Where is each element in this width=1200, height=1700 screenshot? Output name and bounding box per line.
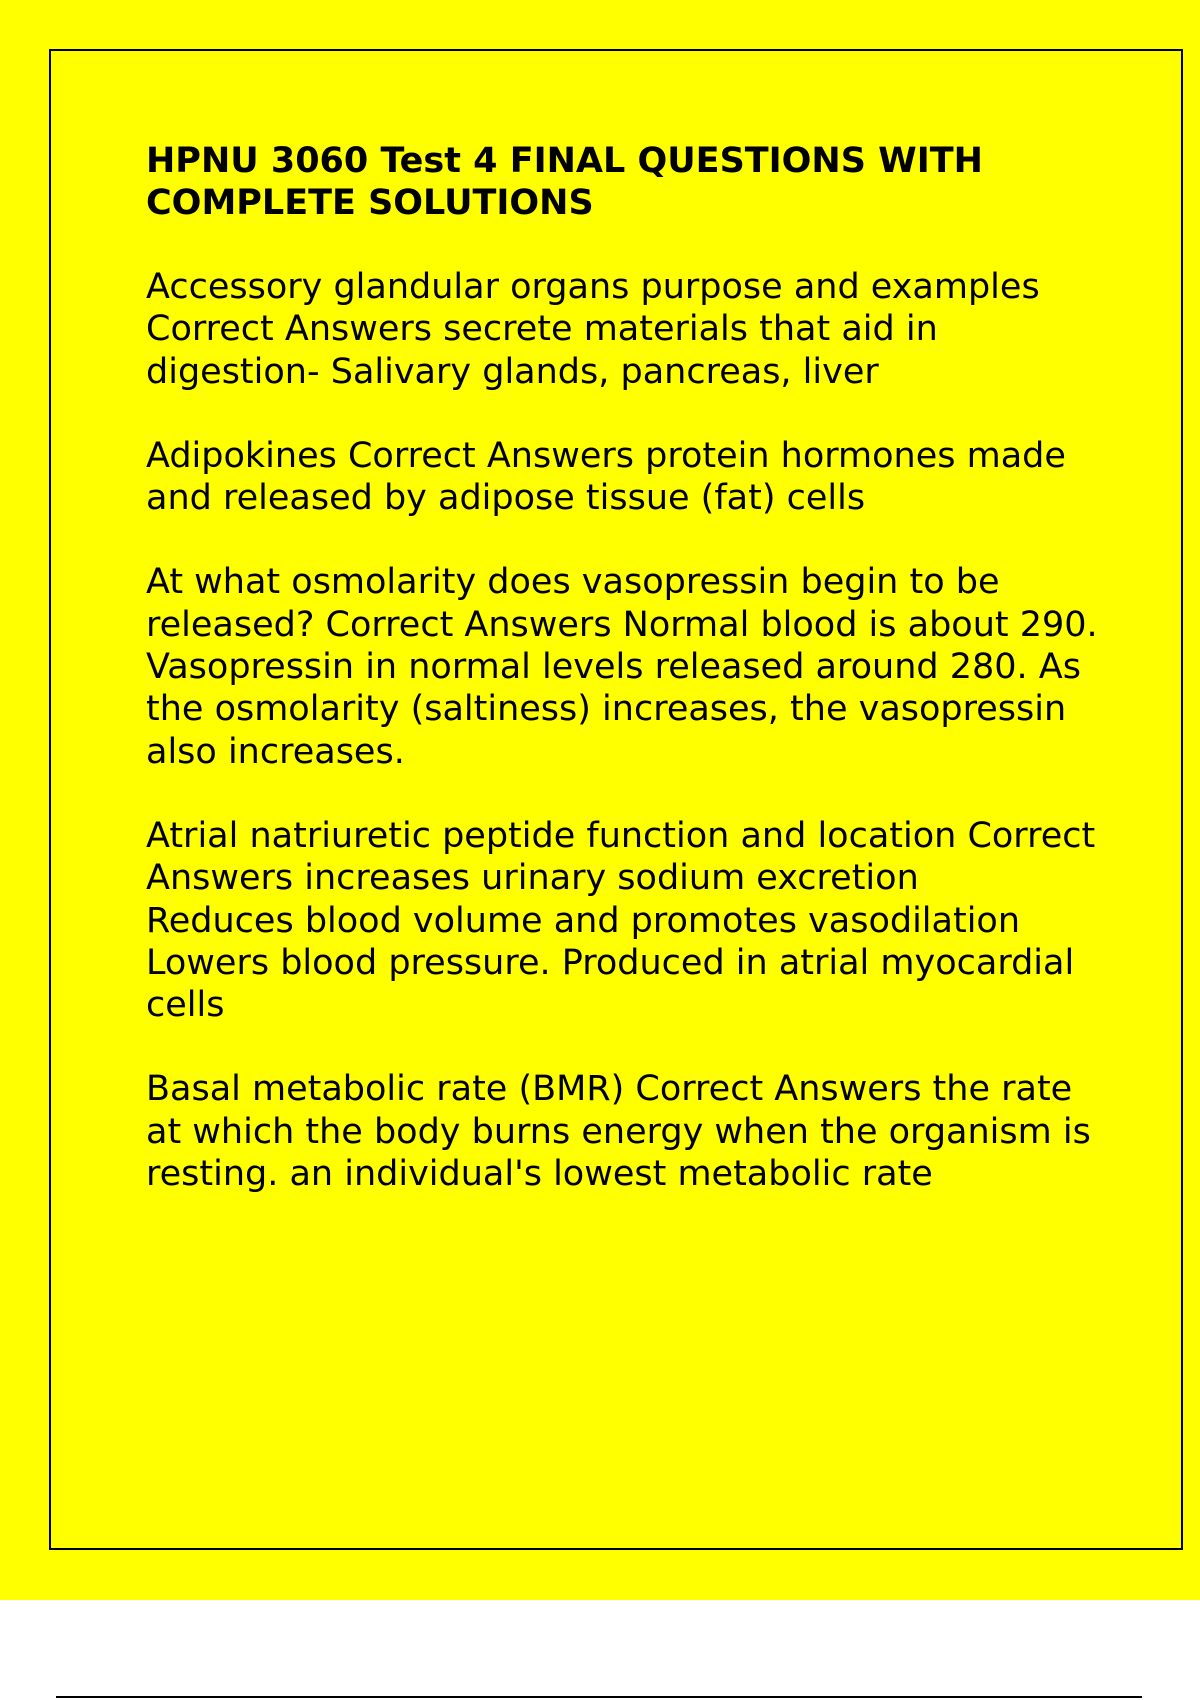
qa-entry-atrial-natriuretic-peptide: Atrial natriuretic peptide function and location Correct Answers increases urinary sodium excretion Reduces blood volume and promotes vasodilation Lowers blood pressure. Produced in atrial myocardial cells [146, 815, 1096, 1026]
document-content [146, 140, 1106, 1237]
qa-list [146, 266, 1106, 1195]
qa-entry-adipokines: Adipokines Correct Answers protein hormones made and released by adipose tissue (fat) cells [146, 435, 1066, 519]
qa-entry-accessory-glandular-organs: Accessory glandular organs purpose and examples Correct Answers secrete materials that aid in digestion- Salivary glands, pancreas, liver [146, 267, 1040, 392]
document-title: HPNU 3060 Test 4 FINAL QUESTIONS WITH COMPLETE SOLUTIONS [146, 141, 983, 223]
bottom-divider [56, 1696, 1142, 1698]
qa-entry-basal-metabolic-rate: Basal metabolic rate (BMR) Correct Answers the rate at which the body burns energy when the organism is resting. an individual's lowest metabolic rate [146, 1069, 1091, 1195]
qa-entry-vasopressin-osmolarity: At what osmolarity does vasopressin begin to be released? Correct Answers Normal blood is about 290. Vasopressin in normal levels released around 280. As the osmolarity (saltiness) increases, the vasopressin also increases. [146, 562, 1098, 772]
